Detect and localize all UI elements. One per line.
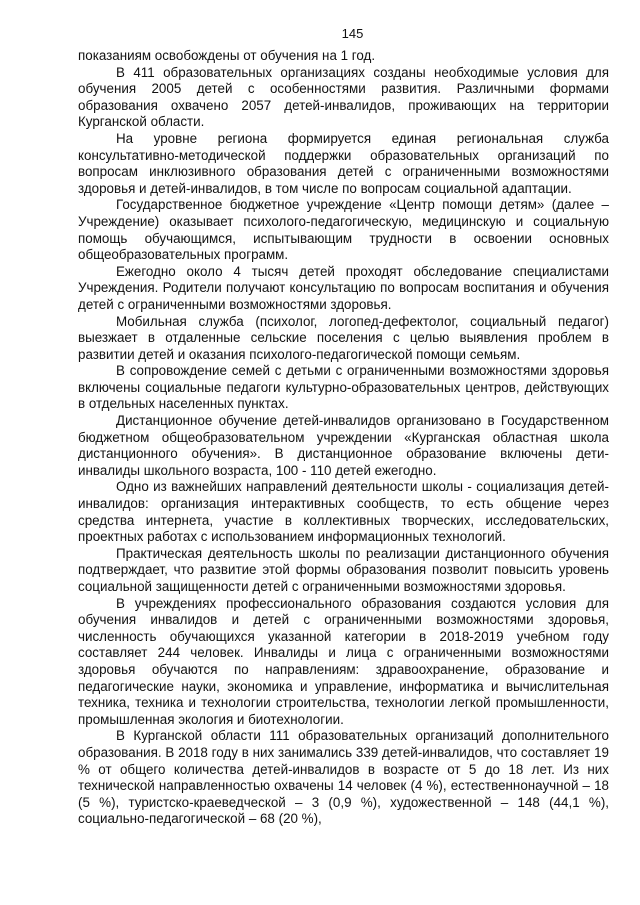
paragraph: Одно из важнейших направлений деятельности школы - социализация детей-инвалидов: организация интерактивных сообществ, то есть общение через средства интернета, участие в коллективных творческих, исследовательских, проектных работах с использованием информационных технологий. <box>78 479 609 545</box>
paragraph: Дистанционное обучение детей-инвалидов организовано в Государственном бюджетном общеобразовательном учреждении «Курганская областная школа дистанционного обучения». В дистанционное образование включены дети-инвалиды школьного возраста, 100 - 110 детей ежегодно. <box>78 413 609 478</box>
paragraph: Мобильная служба (психолог, логопед-дефектолог, социальный педагог) выезжает в отдаленные сельские поселения с целью выявления проблем в развитии детей и оказания психолого-педагогической помощи семьям. <box>78 313 609 362</box>
paragraph: В Курганской области 111 образовательных организаций дополнительного образования. В 2018 году в них занимались 339 детей-инвалидов, что составляет 19 % от общего количества детей-инвалидов в возрасте от 5 до 18 лет. Из них технической направленностью охвачены 14 человек (4 %), естественнонаучной – 18 (5 %), туристско-краеведческой – 3 (0,9 %), художественной – 148 (44,1 %), социально-педагогической – 68 (20 %), <box>78 728 609 827</box>
document-page <box>78 26 609 828</box>
page-number: 145 <box>341 26 364 41</box>
paragraph: В учреждениях профессионального образования создаются условия для обучения инвалидов и детей с ограниченными возможностями здоровья, численность обучающихся указанной категории в 2018-2019 учебном году составляет 244 человек. Инвалиды и лица с ограниченными возможностями здоровья обучаются по направлениям: здравоохранение, образование и педагогические науки, экономика и управление, информатика и вычислительная техника, техника и технологии строительства, технологии легкой промышленности, промышленная экология и биотехнологии. <box>78 595 609 727</box>
paragraph: Ежегодно около 4 тысяч детей проходят обследование специалистами Учреждения. Родители получают консультацию по вопросам воспитания и обучения детей с ограниченными возможностями здоровья. <box>78 263 609 312</box>
paragraph: На уровне региона формируется единая региональная служба консультативно-методической поддержки образовательных организаций по вопросам инклюзивного образования детей с ограниченными возможностями здоровья и детей-инвалидов, в том числе по вопросам социальной адаптации. <box>78 130 609 196</box>
paragraph: Государственное бюджетное учреждение «Центр помощи детям» (далее – Учреждение) оказывает психолого-педагогическую, медицинскую и социальную помощь обучающимся, испытывающим трудности в освоении основных общеобразовательных программ. <box>78 197 609 263</box>
paragraph: Практическая деятельность школы по реализации дистанционного обучения подтверждает, что развитие этой формы образования позволит повысить уровень социальной защищенности детей с ограниченными возможностями здоровья. <box>78 545 609 594</box>
paragraph: В сопровождение семей с детьми с ограниченными возможностями здоровья включены социальные педагоги культурно-образовательных центров, действующих в отдельных населенных пунктах. <box>78 363 609 412</box>
document-body <box>78 48 609 828</box>
paragraph: показаниям освобождены от обучения на 1 год. <box>78 48 376 63</box>
paragraph: В 411 образовательных организациях созданы необходимые условия для обучения 2005 детей с особенностями развития. Различными формами образования охвачено 2057 детей-инвалидов, проживающих на территории Курганской области. <box>78 64 609 130</box>
